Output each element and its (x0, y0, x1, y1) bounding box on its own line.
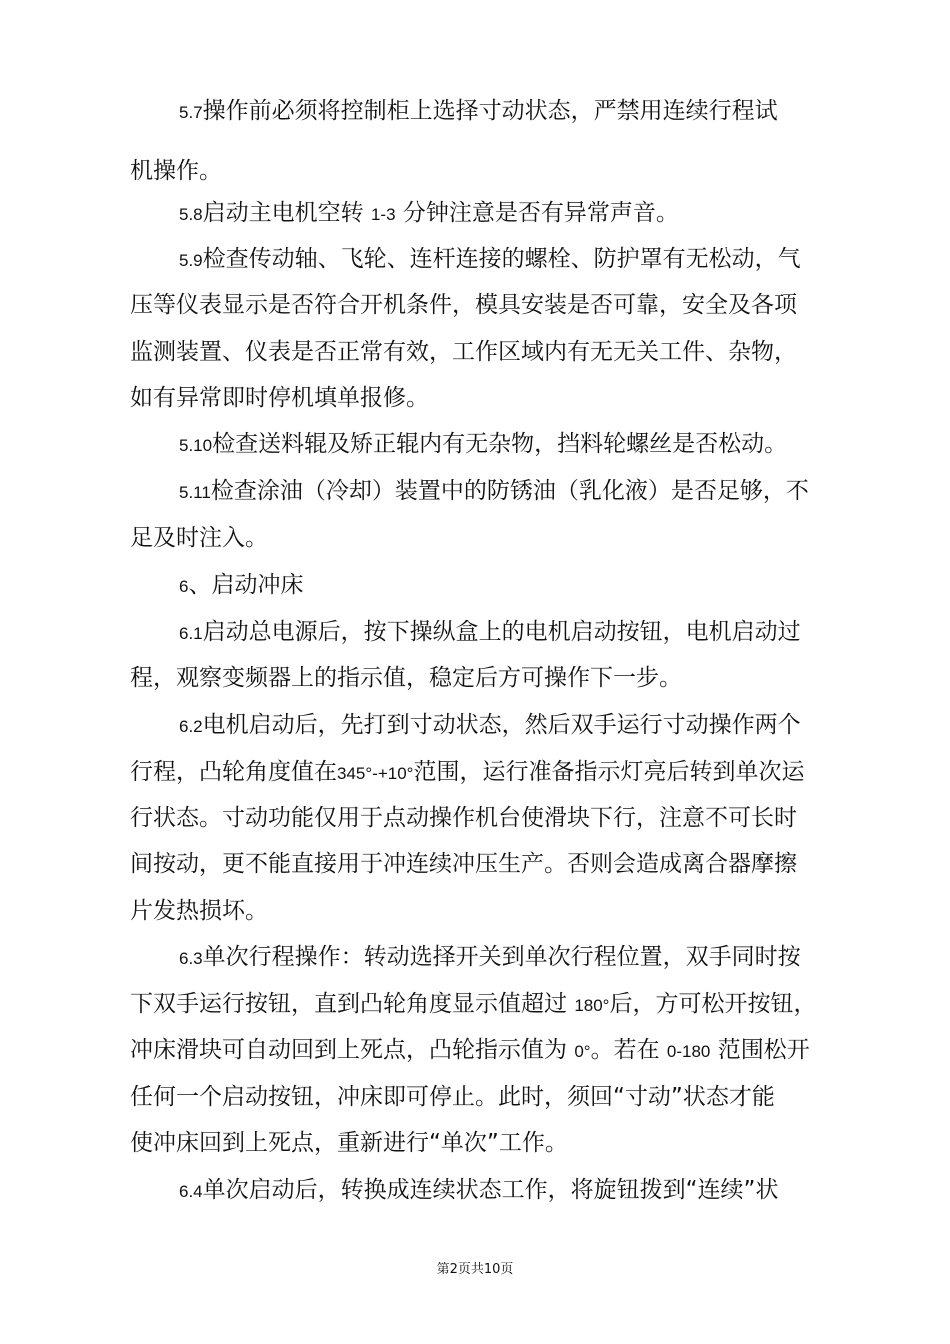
line-text: 后，方可松开按钮， (609, 991, 817, 1017)
line-text: 范围，运行准备指示灯亮后转到单次运 (413, 759, 805, 785)
line-text: 监测装置、仪表是否正常有效，工作区域内有无无关工件、杂物， (130, 339, 797, 365)
text-line (0, 710, 950, 742)
line-text: 单次启动后，转换成连续状态工作，将旋钮拨到“连续”状 (202, 1177, 779, 1203)
text-line (0, 663, 950, 693)
line-text: 使冲床回到上死点，重新进行“单次”工作。 (130, 1130, 568, 1156)
text-line (0, 198, 950, 230)
text-line (0, 803, 950, 833)
line-text: 足及时注入。 (130, 525, 268, 551)
line-text: 检查涂油（冷却）装置中的防锈油（乳化液）是否足够，不 (210, 478, 809, 504)
text-line (0, 942, 950, 974)
section-number: 5.10 (179, 436, 213, 455)
section-number: 5.8 (179, 205, 203, 224)
text-line (0, 476, 950, 508)
section-number: 5.7 (179, 103, 203, 122)
line-text: 任何一个启动按钮，冲床即可停止。此时，须回“寸动”状态才能 (130, 1084, 775, 1110)
section-number: 6.2 (179, 717, 203, 736)
section-number: 5.11 (179, 483, 211, 502)
line-text: 电机启动后，先打到寸动状态，然后双手运行寸动操作两个 (202, 712, 801, 738)
text-line (0, 1082, 950, 1112)
inline-number: 1-3 (370, 205, 396, 224)
line-text: 间按动，更不能直接用于冲连续冲压生产。否则会造成离合器摩擦 (130, 851, 797, 877)
line-text: 压等仪表显示是否符合开机条件，模具安装是否可靠，安全及各项 (130, 292, 797, 318)
text-line (0, 896, 950, 926)
section-number: 6.3 (179, 949, 203, 968)
line-text: 机操作。 (130, 158, 222, 184)
text-line (0, 849, 950, 879)
section-number: 6 (179, 577, 189, 596)
section-number: 5.9 (179, 251, 203, 270)
page-footer: 第2页共10页 (436, 1262, 514, 1277)
line-text: 范围松开 (717, 1037, 810, 1063)
text-line (0, 429, 950, 461)
text-line (0, 244, 950, 276)
text-line (0, 337, 950, 367)
text-line (0, 617, 950, 649)
line-text: 启动主电机空转 (202, 200, 364, 226)
line-text: 启动总电源后，按下操纵盒上的电机启动按钮，电机启动过 (202, 619, 801, 645)
line-text: 。若在 (590, 1037, 660, 1063)
text-line (0, 290, 950, 320)
text-line (0, 1128, 950, 1158)
text-line (0, 1175, 950, 1207)
line-text: 下双手运行按钮，直到凸轮角度显示值超过 (130, 991, 567, 1017)
text-line (0, 757, 950, 789)
line-text: 如有异常即时停机填单报修。 (130, 385, 429, 411)
inline-number: 345°-+10° (337, 764, 414, 783)
line-text: 片发热损坏。 (130, 898, 268, 924)
line-text: 分钟注意是否有异常声音。 (402, 200, 679, 226)
text-line (0, 989, 950, 1021)
inline-number: 0-180 (666, 1042, 711, 1061)
text-line (0, 1035, 950, 1067)
text-line (0, 96, 950, 128)
section-number: 6.4 (179, 1182, 203, 1201)
line-text: 程，观察变频器上的指示值，稳定后方可操作下一步。 (130, 665, 682, 691)
line-text: 检查传动轴、飞轮、连杆连接的螺栓、防护罩有无松动，气 (202, 246, 801, 272)
text-line (0, 523, 950, 553)
text-line (0, 383, 950, 413)
line-text: 单次行程操作：转动选择开关到单次行程位置，双手同时按 (202, 944, 801, 970)
line-text: 、启动冲床 (188, 572, 304, 598)
inline-number: 180° (574, 996, 610, 1015)
section-number: 6.1 (179, 624, 203, 643)
text-line (0, 156, 950, 186)
line-text: 行状态。寸动功能仅用于点动操作机台使滑块下行，注意不可长时 (130, 805, 797, 831)
line-text: 检查送料辊及矫正辊内有无杂物，挡料轮螺丝是否松动。 (212, 431, 788, 457)
text-line (0, 570, 950, 602)
line-text: 操作前必须将控制柜上选择寸动状态，严禁用连续行程试 (202, 98, 778, 124)
line-text: 行程，凸轮角度值在 (130, 759, 337, 785)
line-text: 冲床滑块可自动回到上死点，凸轮指示值为 (130, 1037, 567, 1063)
inline-number: 0° (574, 1042, 591, 1061)
